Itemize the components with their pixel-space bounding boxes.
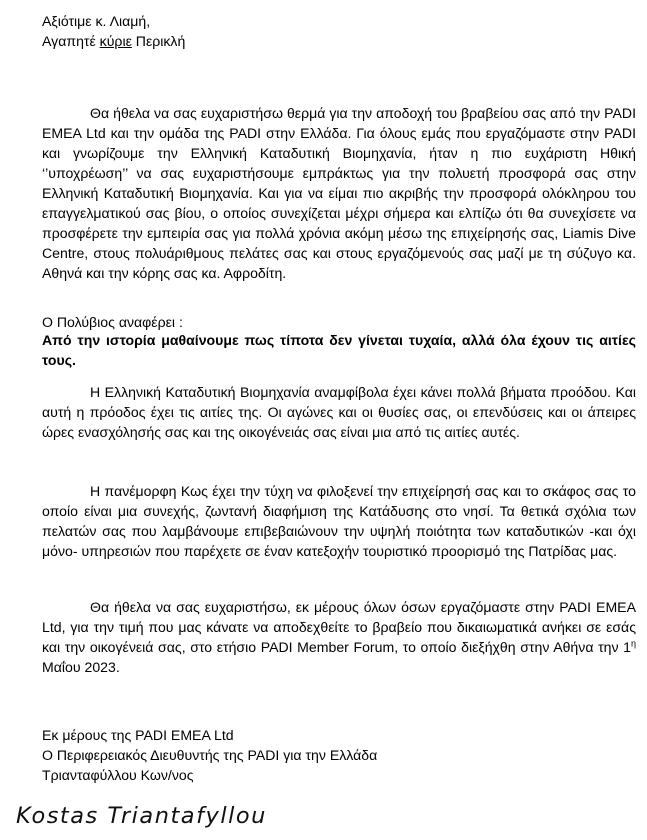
paragraph-industry: Η Ελληνική Καταδυτική Βιομηχανία αναμφίβολα έχει κάνει πολλά βήματα προόδου. Και αυτή η πρόοδος έχει τις αιτίες της. Οι αγώνες και οι θυσίες σας, οι επενδύσεις και οι άπειρες ώρες ενασχόλησής σας και της οικογένειάς σας είναι μια από τις αιτίες αυτές. [42,384,636,440]
paragraph-award-text: Θα ήθελα να σας ευχαριστήσω, εκ μέρους όλων όσων εργαζόμαστε στην PADI EMEA Ltd, για την τιμή που μας κάνατε να αποδεχθείτε το βραβείο που δικαιωματικά ανήκει σε εσάς και την οικογένειά σας, στο ετήσιο PADI Member Forum, το οποίο διεξήχθη στην Αθήνα την 1 [42,599,636,655]
paragraph-award-date: Μαΐου 2023. [42,659,120,675]
paragraph-kos: Η πανέμορφη Κως έχει την τύχη να φιλοξενεί την επιχείρησή σας και το σκάφος σας το οποίο είναι μια συνεχής, ζωντανή διαφήμιση της Κατάδυσης στο νησί. Τα θετικά σχόλια των πελατών σας που λαμβάνουμε επιβεβαιώνουν την υψηλή ποιότητα των καταδυτικών -και όχι μόνο- υπηρεσιών που παρέχετε σε έναν κατεξοχήν τουριστικό προορισμό της Πατρίδας μας. [42,483,636,559]
greeting-prefix: Αγαπητέ [42,33,100,49]
greeting-underlined-word: κύριε [99,33,132,49]
quote: Από την ιστορία μαθαίνουμε πως τίποτα δεν γίνεται τυχαία, αλλά όλα έχουν τις αιτίες τους. [42,332,636,368]
greeting-line-2 [42,31,636,51]
greeting-name: Περικλή [131,33,186,49]
closing [42,725,636,785]
closing-line-2: Ο Περιφερειακός Διευθυντής της PADI για την Ελλάδα [42,747,378,763]
paragraph-award [42,597,636,677]
closing-line-3: Τριανταφύλλου Κων/νος [42,767,194,783]
paragraph-thanks: Θα ήθελα να σας ευχαριστήσω θερμά για την αποδοχή του βραβείου σας από την PADI EMEA Ltd και την ομάδα της PADI στην Ελλάδα. Για όλους εμάς που εργαζόμαστε στην PADI και γνωρίζουμε την Ελληνική Καταδυτική Βιομηχανία, ήταν η πιο ευχάριστη Ηθική ‘’υποχρέωση’’ να σας ευχαριστήσουμε εμπράκτως για την πολυετή προσφορά σας στην Ελληνική Καταδυτική Βιομηχανία. Και για να είμαι πιο ακριβής την προσφορά ολόκληρου του επαγγελματικού σας βίου, ο οποίος συνεχίζεται μέχρι σήμερα και ελπίζω ότι θα συνεχίσετε να προσφέρετε την εμπειρία σας για πολλά χρόνια ακόμη μέσω της επιχείρησής σας, Liamis Dive Centre, στους πολυάριθμους πελάτες σας και στους εργαζόμενούς σας μαζί με τη σύζυγο κα. Αθηνά και την κόρης σας κα. Αφροδίτη. [42,105,636,281]
closing-line-1: Εκ μέρους της PADI EMEA Ltd [42,727,234,743]
handwritten-signature: Kostas Triantafyllou [16,804,267,829]
ordinal-superscript: η [630,638,636,649]
greeting-line-1: Αξιότιμε κ. Λιαμή, [42,13,151,29]
quote-intro: Ο Πολύβιος αναφέρει : [42,314,183,330]
greeting [42,11,636,51]
